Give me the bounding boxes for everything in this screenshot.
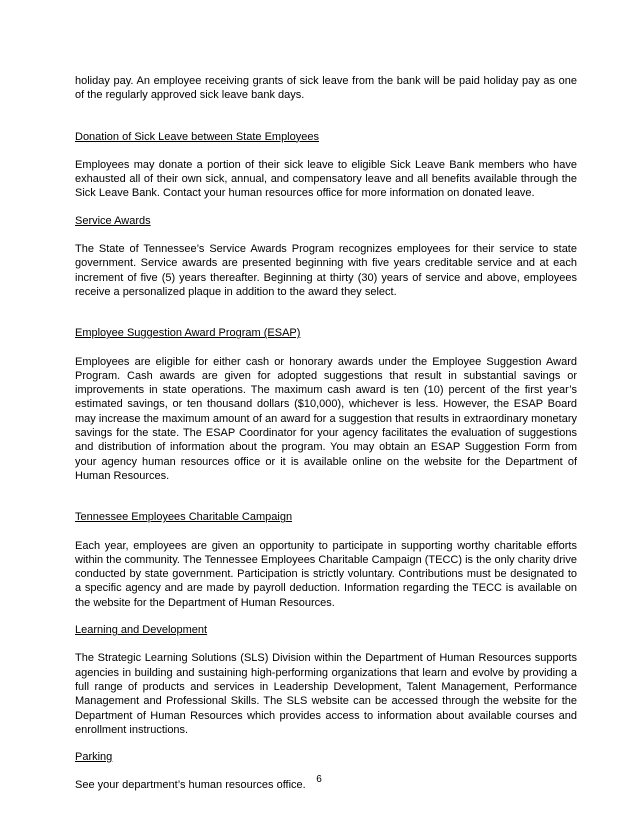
heading-esap: Employee Suggestion Award Program (ESAP) xyxy=(75,327,301,340)
page-number: 6 xyxy=(316,774,322,785)
heading-charitable-campaign: Tennessee Employees Charitable Campaign xyxy=(75,511,293,524)
paragraph-service-awards: The State of Tennessee’s Service Awards Program recognizes employees for their service to state government. Service awards are presented beginning with five years creditable service and at each increment of five (5) years thereafter. Beginning at thirty (30) years of service and above, employees receive a personalized plaque in addition to the award they select. xyxy=(75,243,577,298)
paragraph-parking: See your department’s human resources office. xyxy=(75,779,306,792)
heading-service-awards: Service Awards xyxy=(75,214,151,227)
heading-donation-sick-leave: Donation of Sick Leave between State Employees xyxy=(75,130,319,143)
intro-paragraph: holiday pay. An employee receiving grants of sick leave from the bank will be paid holiday pay as one of the regularly approved sick leave bank days. xyxy=(75,75,577,102)
heading-parking: Parking xyxy=(75,751,113,764)
heading-learning-development: Learning and Development xyxy=(75,624,208,637)
paragraph-learning-development: The Strategic Learning Solutions (SLS) Division within the Department of Human Resources supports agencies in building and sustaining high-performing organizations that learn and evolve by providing a full range of products and services in Leadership Development, Talent Management, Performance Management and Professional Skills. The SLS website can be accessed through the website for the Department of Human Resources which provides access to information about available courses and enrollment instructions. xyxy=(75,652,577,736)
paragraph-donation-sick-leave: Employees may donate a portion of their sick leave to eligible Sick Leave Bank members who have exhausted all of their own sick, annual, and compensatory leave and all benefits available through the Sick Leave Bank. Contact your human resources office for more information on donated leave. xyxy=(75,158,577,200)
paragraph-charitable-campaign: Each year, employees are given an opportunity to participate in supporting worthy charitable efforts within the community. The Tennessee Employees Charitable Campaign (TECC) is the only charity drive conducted by state government. Participation is strictly voluntary. Contributions must be designated to a specific agency and are made by payroll deduction. Information regarding the TECC is available on the website for the Department of Human Resources. xyxy=(75,539,577,609)
paragraph-esap: Employees are eligible for either cash or honorary awards under the Employee Suggestion Award Program. Cash awards are given for adopted suggestions that result in substantial savings or improvements in state operations. The maximum cash award is ten (10) percent of the first year’s estimated savings, or ten thousand dollars ($10,000), whichever is less. However, the ESAP Board may increase the maximum amount of an award for a suggestion that results in extraordinary monetary savings for the state. The ESAP Coordinator for your agency facilitates the evaluation of suggestions and distribution of information about the program. You may obtain an ESAP Suggestion Form from your agency human resources office or it is available online on the website for the Department of Human Resources. xyxy=(75,355,577,482)
document-page xyxy=(75,74,577,793)
